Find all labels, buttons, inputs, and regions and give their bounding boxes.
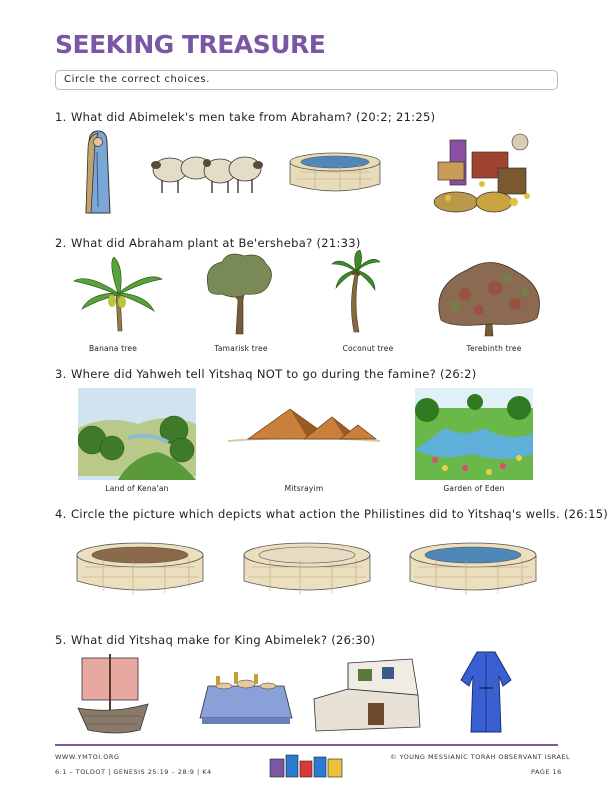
house-icon[interactable]: [308, 655, 428, 735]
caption-land-of-canaan: Land of Kena'an: [105, 484, 169, 493]
caption-banana-tree: Banana tree: [88, 344, 138, 353]
page-title: SEEKING TREASURE: [55, 30, 326, 59]
boat-icon[interactable]: [74, 652, 152, 736]
question-1: 1. What did Abimelek's men take from Abraham? (20:2; 21:25): [55, 110, 436, 124]
well-icon[interactable]: [285, 148, 385, 196]
empty-well-icon[interactable]: [240, 537, 374, 597]
instruction-box: Circle the correct choices.: [55, 70, 558, 90]
garden-of-eden-icon[interactable]: [415, 388, 533, 480]
filled-well-icon[interactable]: [73, 537, 207, 597]
footer-page-number: PAGE 16: [531, 768, 562, 776]
question-5: 5. What did Yitshaq make for King Abimelek? (26:30): [55, 633, 376, 647]
feast-table-icon[interactable]: [196, 664, 296, 728]
ymtoi-logo-icon: [268, 751, 348, 779]
land-of-canaan-icon[interactable]: [78, 388, 196, 480]
robe-icon[interactable]: [459, 648, 513, 736]
mitsrayim-pyramids-icon[interactable]: [228, 405, 380, 443]
caption-coconut-tree: Coconut tree: [342, 344, 394, 353]
footer-divider: [55, 744, 558, 746]
banana-tree-icon[interactable]: [72, 255, 164, 333]
question-4: 4. Circle the picture which depicts what action the Philistines did to Yitshaq's wells. (26:15): [55, 507, 609, 521]
footer-lesson: 6.1 – TOLDOT | GENESIS 25:19 – 28:9 | K4: [55, 768, 212, 776]
question-3: 3. Where did Yahweh tell Yitshaq NOT to go during the famine? (26:2): [55, 367, 477, 381]
footer-copyright: © YOUNG MESSIANIC TORAH OBSERVANT ISRAEL: [390, 753, 571, 761]
question-2: 2. What did Abraham plant at Be'ersheba? (21:33): [55, 236, 361, 250]
caption-garden-of-eden: Garden of Eden: [443, 484, 505, 493]
coconut-tree-icon[interactable]: [330, 250, 380, 334]
caption-mitsrayim: Mitsrayim: [284, 484, 324, 493]
caption-tamarisk-tree: Tamarisk tree: [214, 344, 268, 353]
treasure-icon[interactable]: [432, 128, 544, 216]
water-well-icon[interactable]: [406, 537, 540, 597]
footer-website: WWW.YMTOI.ORG: [55, 753, 120, 761]
terebinth-tree-icon[interactable]: [435, 258, 541, 338]
tamarisk-tree-icon[interactable]: [202, 252, 274, 336]
caption-terebinth-tree: Terebinth tree: [466, 344, 522, 353]
sheep-flock-icon[interactable]: [148, 145, 268, 200]
woman-icon[interactable]: [78, 127, 118, 219]
